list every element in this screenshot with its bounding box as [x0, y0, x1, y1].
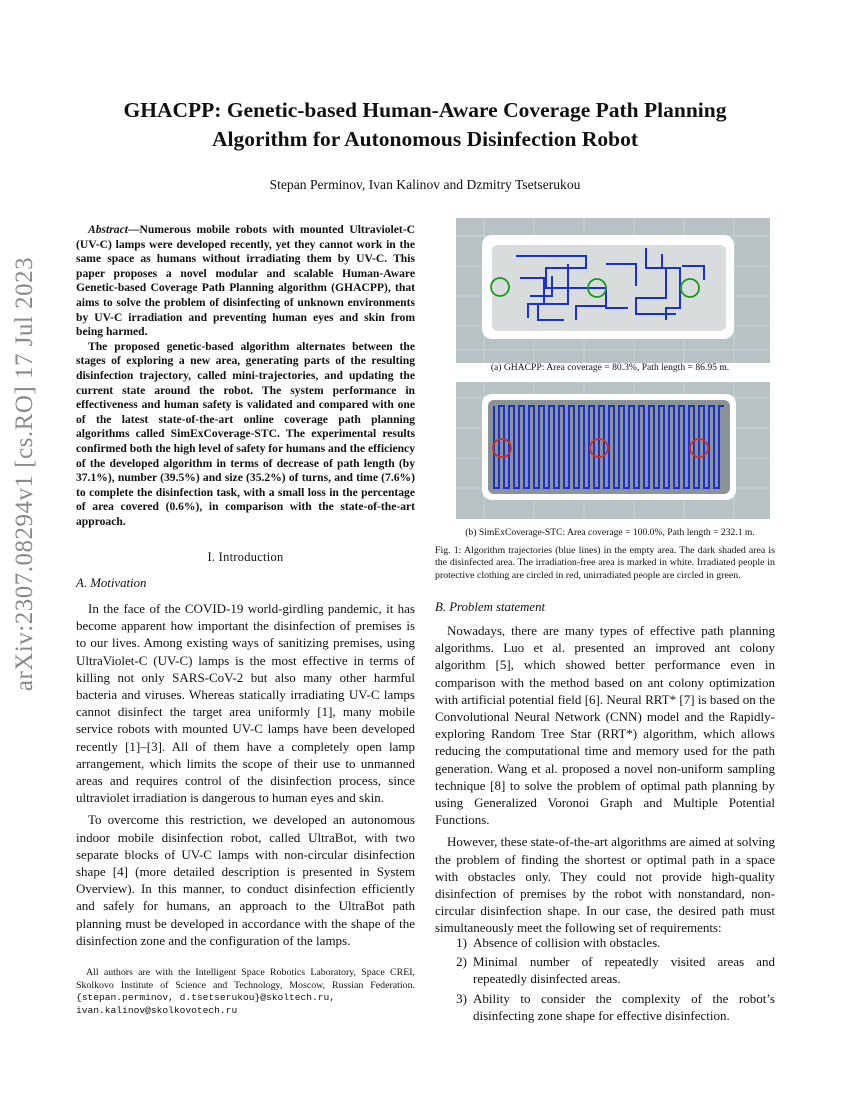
subsection-heading-problem-statement: B. Problem statement: [435, 600, 546, 614]
problem-statement-body: [435, 622, 775, 942]
abstract-text-1: Numerous mobile robots with mounted Ultraviolet-C (UV-C) lamps were developed recently, yet they cannot work in the same space as humans without irradiating them by UV-C. This paper proposes a novel modular and scalable Human-Aware Genetic-based Coverage Path Planning algorithm (GHACPP), that aims to solve the problem of disinfecting of unknown environments by UV-C irradiation and preventing human eyes and skin from being harmed.: [76, 223, 415, 339]
author-list: Stepan Perminov, Ivan Kalinov and Dzmitry Tsetserukou: [269, 177, 581, 192]
requirement-item: 3) Ability to consider the complexity of the robot’s disinfecting zone shape for effective disinfection.: [456, 990, 775, 1023]
motivation-paragraph-1: In the face of the COVID-19 world-girdling pandemic, it has become apparent how important the disinfection of premises is to our lives. Among existing ways of sanitizing premises, using UltraViolet-C (UV-C) lamps is the most effective in terms of killing not only SARS-CoV-2 but also many other harmful bacteria and viruses. Whereas statically irradiating UV-C lamps cannot disinfect the target area uniformly [1], many mobile service robots with mounted UV-C lamps have been developed recently [1]–[3]. All of them have a completely open lamp arrangement, which limits the scope of their use to unmanned areas and requires control of the disinfection process, since ultraviolet irradiation is dangerous to human eyes and skin.: [76, 601, 415, 806]
paper-title: [90, 96, 760, 154]
problem-paragraph-2: However, these state-of-the-art algorithms are aimed at solving the problem of finding the shortest or optimal path in a space with obstacles only. They could not provide high-quality disinfection of premises by the robot with nonstandard, non-circular disinfection shape. In our case, the desired path must simultaneously meet the following set of requirements:: [435, 834, 775, 936]
figure-a-caption: (a) GHACPP: Area coverage = 80.3%, Path length = 86.95 m.: [490, 362, 730, 373]
motivation-body: [76, 600, 415, 954]
abstract-paragraph-1: [76, 223, 415, 340]
subsection-heading-motivation: A. Motivation: [76, 576, 147, 590]
abstract-label: Abstract: [88, 223, 128, 236]
abstract: [76, 223, 415, 529]
motivation-paragraph-2: To overcome this restriction, we developed an autonomous indoor mobile disinfection robot, called UltraBot, with two separate blocks of UV-C lamps with non-circular disinfection shape [4] (more detailed description is presented in System Overview). In this manner, to conduct disinfection efficiently and safely for humans, an approach to the UltraBot path planning must be developed in accordance with the shape of the disinfection zone and the configuration of the lamps.: [76, 812, 415, 948]
requirement-item: 2) Minimal number of repeatedly visited areas and repeatedly disinfected areas.: [456, 954, 775, 987]
abstract-paragraph-2: The proposed genetic-based algorithm alternates between the stages of exploring a new area, generating parts of the resulting disinfection trajectory, called mini-trajectories, and updating the current state around the robot. The system performance in effectiveness and human safety is validated and compared with one of the latest state-of-the-art online coverage path planning algorithms called SimExCoverage-STC. The experimental results confirmed both the high level of safety for humans and the efficiency of the developed algorithm in terms of decrease of path length (by 37.1%), number (39.5%) and size (35.2%) of turns, and time (7.6%) to complete the disinfection task, with a small loss in the percentage of area covered (0.6%), in comparison with the state-of-the-art approach.: [76, 339, 415, 528]
footnote-text: All authors are with the Intelligent Space Robotics Laboratory, Space CREI, Skolkovo Institute of Science and Technology, Moscow, Russian Federation. {stepan.perminov, d.tsetserukou}@skoltech.ru,: [76, 967, 415, 1004]
figure-a-ghacpp-trajectory: [456, 218, 770, 363]
title-line-1: GHACPP: Genetic-based Human-Aware Coverage Path Planning: [123, 98, 727, 122]
arxiv-sidebar-id: arXiv:2307.08294v1 [cs.RO] 17 Jul 2023: [11, 256, 38, 692]
section-heading-introduction: I. Introduction: [207, 550, 284, 564]
footnote-emails-1: {stepan.perminov, d.tsetserukou}@skoltech.ru,: [76, 992, 336, 1004]
problem-paragraph-1: Nowadays, there are many types of effective path planning algorithms. Luo et al. presented an improved ant colony algorithm [5], which showed better performance even in comparison with the method based on ant colony optimization with artificial potential field [6]. Neural RRT* [7] is based on the Convolutional Neural Network (CNN) model and the Rapidly-exploring Random Tree Star (RRT*) algorithm, which allows reducing the computational time and memory used for the path generation. Wang et al. proposed a novel non-uniform sampling technique [8] to solve the problem of optimal path planning by using Generalized Voronoi Graph and Multiple Potential Functions.: [435, 623, 775, 828]
abstract-dash: —: [127, 223, 140, 236]
requirement-item: 1) Absence of collision with obstacles.: [456, 935, 661, 950]
figure-b-simexcoverage-trajectory: [456, 382, 770, 519]
title-line-2: Algorithm for Autonomous Disinfection Robot: [211, 127, 639, 151]
requirements-list: [435, 934, 775, 1026]
footnote-emails-2: ivan.kalinov@skolkovotech.ru: [76, 1004, 238, 1016]
figure-b-caption: (b) SimExCoverage-STC: Area coverage = 100.0%, Path length = 232.1 m.: [465, 527, 755, 538]
figure-1-caption: Fig. 1: Algorithm trajectories (blue lines) in the empty area. The dark shaded area is the disinfected area. The irradiation-free area is marked in white. Irradiated people in protective clothing are circled in red, unirradiated people are circled in green.: [435, 545, 775, 581]
author-footnote: [76, 967, 415, 1017]
